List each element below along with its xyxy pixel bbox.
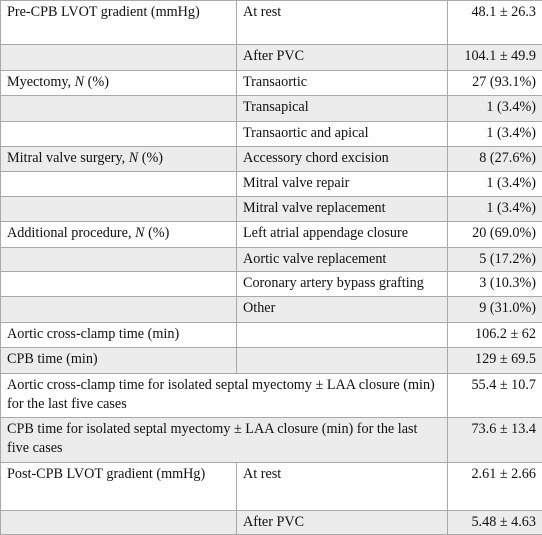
row-subcategory: After PVC (237, 44, 448, 70)
table-row (1, 348, 542, 373)
row-label (1, 297, 237, 322)
table-row (1, 196, 542, 221)
row-subcategory: Aortic valve replacement (237, 247, 448, 271)
row-value: 48.1 ± 26.3 (448, 1, 542, 45)
row-label: CPB time (min) (1, 348, 237, 373)
row-label: Aortic cross-clamp time for isolated septal myectomy ± LAA closure (min) for the last five cases (1, 373, 448, 418)
row-label: Post-CPB LVOT gradient (mmHg) (1, 462, 237, 510)
row-subcategory: Mitral valve replacement (237, 196, 448, 221)
table-row (1, 147, 542, 171)
table-row (1, 322, 542, 347)
row-subcategory (237, 322, 448, 347)
row-label (1, 510, 237, 534)
row-subcategory: At rest (237, 1, 448, 45)
table-row (1, 373, 542, 418)
table-row (1, 510, 542, 534)
table-row (1, 121, 542, 146)
table-row (1, 247, 542, 271)
row-value: 129 ± 69.5 (448, 348, 542, 373)
row-label (1, 272, 237, 297)
row-subcategory: Mitral valve repair (237, 171, 448, 196)
row-subcategory: Accessory chord excision (237, 147, 448, 171)
row-value: 20 (69.0%) (448, 222, 542, 247)
row-subcategory: Coronary artery bypass grafting (237, 272, 448, 297)
row-label (1, 171, 237, 196)
row-value: 2.61 ± 2.66 (448, 462, 542, 510)
row-subcategory: Left atrial appendage closure (237, 222, 448, 247)
table-row (1, 297, 542, 322)
row-subcategory: Transaortic and apical (237, 121, 448, 146)
row-value: 1 (3.4%) (448, 121, 542, 146)
row-label: Mitral valve surgery, N (%) (1, 147, 237, 171)
row-label (1, 44, 237, 70)
row-subcategory: After PVC (237, 510, 448, 534)
table-row (1, 222, 542, 247)
row-value: 55.4 ± 10.7 (448, 373, 542, 418)
table-row (1, 171, 542, 196)
row-subcategory: Transaortic (237, 71, 448, 96)
row-subcategory: At rest (237, 462, 448, 510)
row-label: Pre-CPB LVOT gradient (mmHg) (1, 1, 237, 45)
row-value: 5.48 ± 4.63 (448, 510, 542, 534)
row-value: 1 (3.4%) (448, 171, 542, 196)
table-row (1, 71, 542, 96)
table-row (1, 1, 542, 45)
row-value: 73.6 ± 13.4 (448, 418, 542, 463)
row-value: 5 (17.2%) (448, 247, 542, 271)
row-value: 1 (3.4%) (448, 96, 542, 121)
table-row (1, 462, 542, 510)
row-value: 9 (31.0%) (448, 297, 542, 322)
row-value: 8 (27.6%) (448, 147, 542, 171)
row-label: Aortic cross-clamp time (min) (1, 322, 237, 347)
row-label (1, 96, 237, 121)
row-subcategory (237, 348, 448, 373)
row-label: Myectomy, N (%) (1, 71, 237, 96)
row-value: 1 (3.4%) (448, 196, 542, 221)
row-label (1, 247, 237, 271)
row-label: CPB time for isolated septal myectomy ± LAA closure (min) for the last five cases (1, 418, 448, 463)
row-value: 104.1 ± 49.9 (448, 44, 542, 70)
row-label (1, 196, 237, 221)
row-value: 27 (93.1%) (448, 71, 542, 96)
table-row (1, 272, 542, 297)
table-row (1, 96, 542, 121)
row-subcategory: Transapical (237, 96, 448, 121)
table-row (1, 418, 542, 463)
table-row (1, 44, 542, 70)
row-label (1, 121, 237, 146)
row-label: Additional procedure, N (%) (1, 222, 237, 247)
row-value: 106.2 ± 62 (448, 322, 542, 347)
row-value: 3 (10.3%) (448, 272, 542, 297)
row-subcategory: Other (237, 297, 448, 322)
